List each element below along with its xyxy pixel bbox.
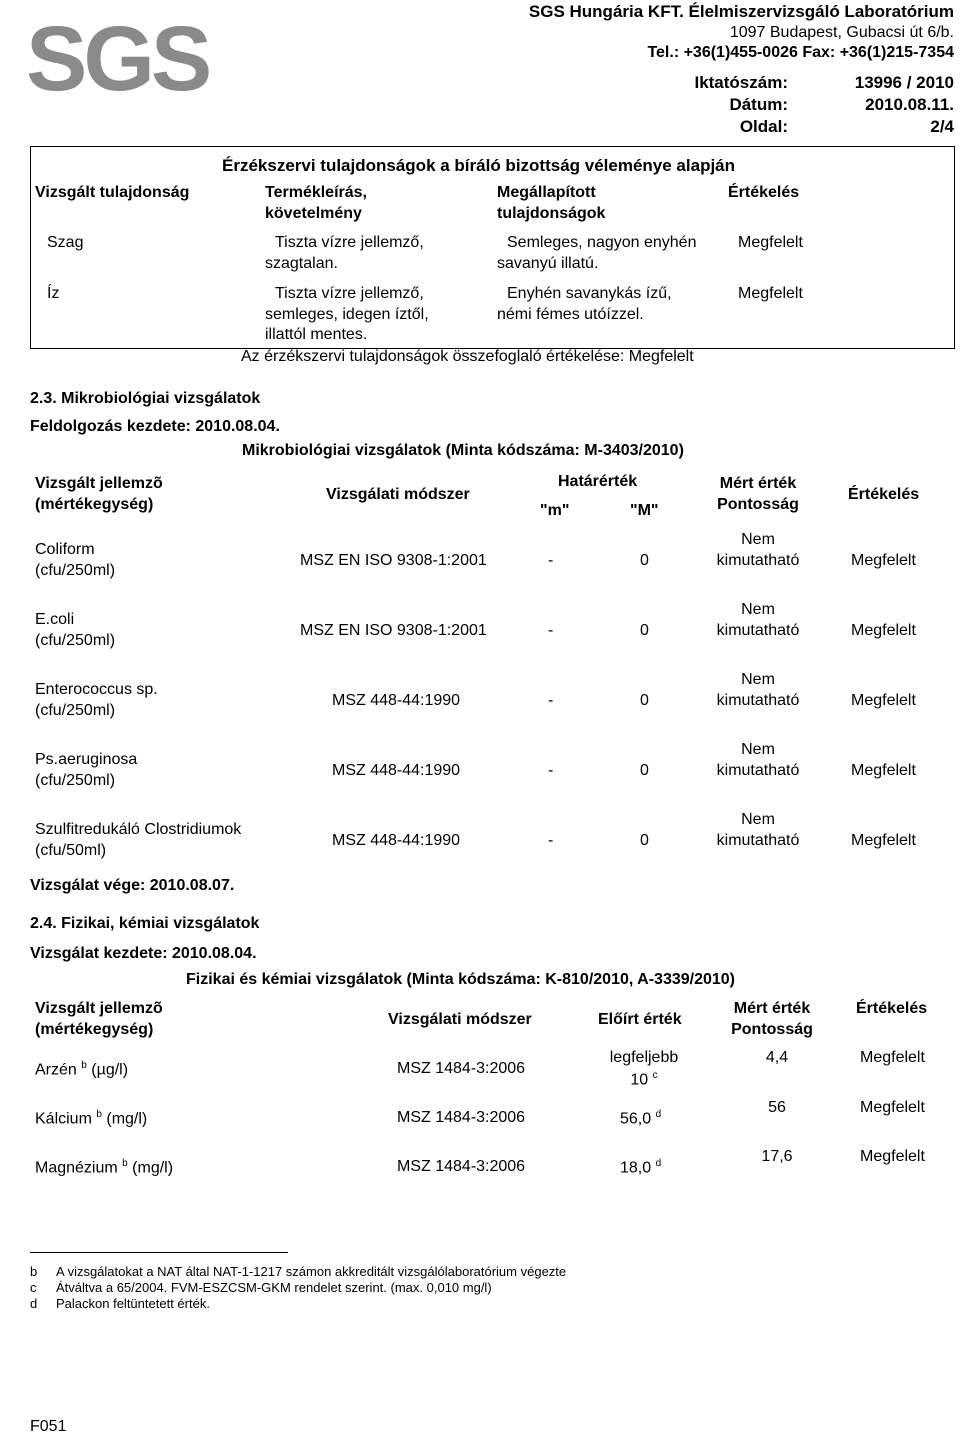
micro-row-M: 0 (640, 762, 649, 779)
micro-row-m: - (548, 622, 554, 639)
phys-row-param (35, 1109, 147, 1128)
micro-row-m: - (548, 692, 554, 709)
sensory-col-found-2: tulajdonságok (497, 205, 606, 222)
micro-row-method: MSZ 448-44:1990 (332, 762, 461, 779)
phys-row-value: 17,6 (761, 1148, 793, 1165)
sensory-row-req: semleges, idegen íztől, (265, 306, 429, 323)
phys-row-value: 4,4 (765, 1049, 789, 1066)
footnote-key: d (30, 1296, 38, 1311)
micro-col-m: "m" (540, 502, 570, 519)
sensory-row-req: szagtalan. (265, 255, 338, 272)
phys-row-method: MSZ 1484-3:2006 (397, 1060, 526, 1077)
micro-row-eval: Megfelelt (851, 832, 916, 849)
micro-row-param: Coliform (35, 541, 95, 558)
micro-section-title: 2.3. Mikrobiológiai vizsgálatok (30, 390, 261, 407)
phys-row-param-unit: (mg/l) (132, 1159, 174, 1177)
company-name: SGS Hungária KFT. Élelmiszervizsgáló Laboratórium (528, 2, 954, 21)
phys-row-value: 56 (768, 1099, 786, 1116)
micro-col-limit: Határérték (558, 473, 638, 490)
micro-row-eval: Megfelelt (851, 762, 916, 779)
sensory-row-req: Tiszta vízre jellemző, (275, 285, 424, 302)
micro-row-param: Ps.aeruginosa (35, 751, 138, 768)
micro-row-value: kimutatható (716, 762, 800, 779)
phys-row-param (35, 1060, 128, 1079)
micro-row-value: Nem (741, 601, 775, 618)
iktatoszam-value: 13996 / 2010 (854, 73, 954, 92)
micro-row-unit: (cfu/250ml) (35, 702, 116, 719)
micro-caption: Mikrobiológiai vizsgálatok (Minta kódszáma: M-3403/2010) (242, 442, 684, 459)
phys-col-measured-1: Mért érték (733, 1000, 811, 1017)
phys-row-param-name: Magnézium (35, 1159, 118, 1177)
phys-row-param-footnote: b (81, 1060, 87, 1071)
sensory-row-found: Enyhén savanykás ízű, (507, 285, 672, 302)
sensory-row-eval: Megfelelt (738, 285, 803, 302)
sensory-row-req: illattól mentes. (265, 326, 368, 343)
micro-col-M: "M" (630, 502, 659, 519)
sensory-col-eval: Értékelés (728, 184, 800, 201)
micro-row-value: Nem (741, 741, 775, 758)
micro-row-method: MSZ 448-44:1990 (332, 832, 461, 849)
phys-row-limit (620, 1158, 661, 1177)
phys-row-param-footnote: b (122, 1158, 128, 1169)
sensory-row-req: Tiszta vízre jellemző, (275, 234, 424, 251)
phys-col-param-1: Vizsgált jellemzõ (35, 1000, 163, 1017)
phys-row-eval: Megfelelt (860, 1148, 925, 1165)
phys-start: Vizsgálat kezdete: 2010.08.04. (30, 945, 257, 962)
micro-row-unit: (cfu/250ml) (35, 632, 116, 649)
micro-row-value: Nem (741, 531, 775, 548)
company-contact: Tel.: +36(1)455-0026 Fax: +36(1)215-7354 (647, 44, 954, 61)
micro-col-measured-2: Pontosság (717, 496, 799, 513)
sensory-row-eval: Megfelelt (738, 234, 803, 251)
sensory-caption: Érzékszervi tulajdonságok a bíráló bizottság véleménye alapján (222, 156, 736, 175)
phys-row-limit-footnote: c (652, 1070, 658, 1081)
footnote-text: Palackon feltüntetett érték. (56, 1296, 210, 1311)
phys-col-param-2: (mértékegység) (35, 1021, 154, 1038)
micro-row-m: - (548, 832, 554, 849)
sensory-col-found-1: Megállapított (497, 184, 596, 201)
micro-row-param: Enterococcus sp. (35, 681, 158, 698)
micro-row-eval: Megfelelt (851, 622, 916, 639)
iktatoszam-label: Iktatószám: (694, 73, 788, 92)
phys-row-param-name: Arzén (35, 1061, 77, 1079)
sensory-row-property: Íz (47, 285, 60, 302)
datum-label: Dátum: (729, 95, 788, 114)
phys-row-param-unit: (mg/l) (106, 1110, 148, 1128)
sensory-col-property: Vizsgált tulajdonság (35, 184, 190, 201)
oldal-label: Oldal: (739, 117, 788, 136)
phys-row-method: MSZ 1484-3:2006 (397, 1158, 526, 1175)
micro-col-param-1: Vizsgált jellemzõ (35, 475, 163, 492)
phys-col-limit: Előírt érték (598, 1011, 682, 1028)
micro-row-value: kimutatható (716, 692, 800, 709)
phys-row-limit: legfeljebb (609, 1049, 679, 1066)
phys-row-limit (620, 1109, 661, 1128)
form-code: F051 (30, 1418, 67, 1435)
micro-row-eval: Megfelelt (851, 692, 916, 709)
phys-caption: Fizikai és kémiai vizsgálatok (Minta kódszáma: K-810/2010, A-3339/2010) (186, 971, 735, 988)
company-address: 1097 Budapest, Gubacsi út 6/b. (729, 24, 954, 41)
phys-row-limit-footnote: d (655, 1158, 662, 1169)
phys-row-eval: Megfelelt (860, 1049, 925, 1066)
micro-row-value: kimutatható (716, 552, 800, 569)
phys-row-param (35, 1158, 173, 1177)
micro-col-measured-1: Mért érték (719, 475, 797, 492)
phys-section-title: 2.4. Fizikai, kémiai vizsgálatok (30, 915, 260, 932)
phys-row-limit-value: 18,0 (620, 1159, 652, 1177)
micro-row-method: MSZ EN ISO 9308-1:2001 (300, 552, 487, 569)
oldal-value: 2/4 (930, 117, 954, 136)
phys-row-method: MSZ 1484-3:2006 (397, 1109, 526, 1126)
sgs-logo-text: SGS (26, 8, 209, 104)
micro-row-unit: (cfu/250ml) (35, 772, 116, 789)
phys-col-eval: Értékelés (856, 1000, 928, 1017)
datum-value: 2010.08.11. (865, 95, 954, 114)
sensory-row-found: némi fémes utóízzel. (497, 306, 644, 323)
micro-col-param-2: (mértékegység) (35, 496, 154, 513)
micro-row-method: MSZ EN ISO 9308-1:2001 (300, 622, 487, 639)
sgs-logo (26, 4, 216, 104)
footnote-text: Átváltva a 65/2004. FVM-ESZCSM-GKM rendelet szerint. (max. 0,010 mg/l) (56, 1280, 492, 1295)
phys-row-eval: Megfelelt (860, 1099, 925, 1116)
micro-row-value: Nem (741, 671, 775, 688)
phys-row-param-name: Kálcium (35, 1110, 92, 1128)
footnote-divider (30, 1252, 288, 1253)
micro-row-value: kimutatható (716, 832, 800, 849)
micro-row-m: - (548, 762, 554, 779)
footnote-text: A vizsgálatokat a NAT által NAT-1-1217 számon akkreditált vizsgálólaboratórium végezte (56, 1264, 567, 1279)
micro-row-param: Szulfitredukáló Clostridiumok (35, 821, 242, 838)
micro-row-M: 0 (640, 622, 649, 639)
sensory-row-found: Semleges, nagyon enyhén (507, 234, 697, 251)
phys-row-limit-value: 56,0 (620, 1110, 652, 1128)
phys-row-param-unit: (µg/l) (91, 1061, 129, 1079)
micro-row-eval: Megfelelt (851, 552, 916, 569)
micro-col-method: Vizsgálati módszer (326, 486, 470, 503)
footnote-key: b (30, 1264, 38, 1279)
phys-row-limit-value: 10 (630, 1071, 649, 1089)
micro-row-value: kimutatható (716, 622, 800, 639)
phys-col-method: Vizsgálati módszer (388, 1011, 532, 1028)
micro-row-m: - (548, 552, 554, 569)
sensory-row-property: Szag (47, 234, 84, 251)
micro-row-value: Nem (741, 811, 775, 828)
micro-row-unit: (cfu/50ml) (35, 842, 107, 859)
sensory-table-frame (30, 146, 955, 349)
sensory-col-desc-2: követelmény (265, 205, 362, 222)
phys-row-limit (594, 1070, 694, 1089)
sensory-summary: Az érzékszervi tulajdonságok összefoglaló értékelése: Megfelelt (241, 348, 694, 365)
micro-row-method: MSZ 448-44:1990 (332, 692, 461, 709)
micro-row-unit: (cfu/250ml) (35, 562, 116, 579)
micro-row-M: 0 (640, 552, 649, 569)
phys-row-param-footnote: b (96, 1109, 102, 1120)
sensory-col-desc-1: Termékleírás, (265, 184, 367, 201)
micro-end: Vizsgálat vége: 2010.08.07. (30, 877, 235, 894)
phys-col-measured-2: Pontosság (731, 1021, 813, 1038)
footnote-key: c (30, 1280, 37, 1295)
sensory-row-found: savanyú illatú. (497, 255, 599, 272)
micro-row-M: 0 (640, 832, 649, 849)
micro-row-param: E.coli (35, 611, 75, 628)
phys-row-limit-footnote: d (655, 1109, 662, 1120)
micro-row-M: 0 (640, 692, 649, 709)
micro-start: Feldolgozás kezdete: 2010.08.04. (30, 418, 280, 435)
micro-col-eval: Értékelés (848, 486, 920, 503)
